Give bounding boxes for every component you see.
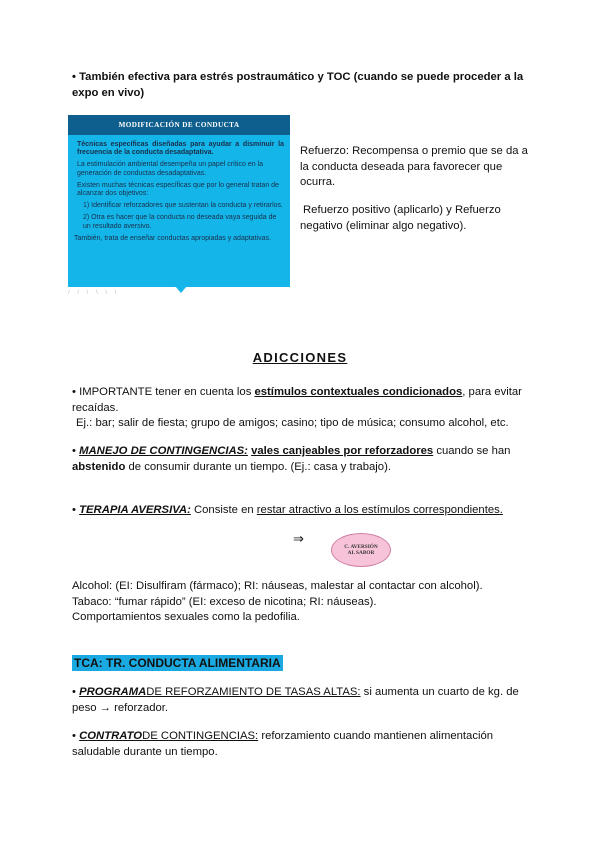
importante-paragraph	[72, 385, 532, 416]
bullet: •	[72, 445, 76, 457]
manejo-paragraph	[72, 444, 532, 475]
aversiva-underlined: restar atractivo a los estímulos correspondientes.	[256, 504, 503, 516]
ellipse-line: C. AVERSIÓN	[344, 544, 378, 550]
card-paragraph: 2) Otra es hacer que la conducta no deseada vaya seguida de un resultado aversivo.	[83, 214, 277, 230]
programa-paragraph	[72, 685, 532, 716]
aversion-sabor-ellipse	[331, 533, 391, 567]
importante-example: Ej.: bar; salir de fiesta; grupo de amigos; casino; tipo de música; consumo alcohol, etc.	[76, 417, 509, 429]
tca-heading: TCA: TR. CONDUCTA ALIMENTARIA	[74, 656, 281, 670]
bullet: •	[72, 504, 76, 516]
contrato-underlined: DE CONTINGENCIAS:	[142, 730, 259, 742]
contrato-paragraph	[72, 729, 502, 760]
example-sexual: Comportamientos sexuales como la pedofilia.	[72, 611, 300, 623]
example-tabaco: Tabaco: “fumar rápido” (EI: exceso de nicotina; RI: náuseas).	[72, 596, 377, 608]
programa-text: si aumenta un cuarto de kg. de peso → reforzador.	[72, 686, 519, 714]
ellipse-line: AL SABOR	[347, 550, 375, 556]
bullet: •	[72, 686, 76, 698]
programa-term: PROGRAMA	[79, 686, 147, 698]
card-paragraph: La estimulación ambiental desempeña un papel crítico en la generación de conductas desadaptativas.	[77, 161, 264, 177]
card-paragraph: 1) Identificar reforzadores que sustentan la conducta y retirarlos.	[83, 202, 283, 210]
importante-tail: , para evitar recaídas.	[72, 386, 522, 414]
card-decoration: / / \ \ \ \	[68, 290, 120, 296]
example-alcohol: Alcohol: (EI: Disulfiram (fármaco); RI: náuseas, malestar al contactar con alcohol).	[72, 580, 483, 592]
bullet: •	[72, 730, 76, 742]
refuerzo-types: Refuerzo positivo (aplicarlo) y Refuerzo negativo (eliminar algo negativo).	[300, 204, 501, 232]
aversiva-paragraph	[72, 503, 542, 519]
modificacion-conducta-card	[68, 115, 290, 296]
card-pointer	[175, 286, 187, 293]
programa-underlined: DE REFORZAMIENTO DE TASAS ALTAS:	[146, 686, 361, 698]
vales-term: vales canjeables por reforzadores	[251, 445, 434, 457]
manejo-term: MANEJO DE CONTINGENCIAS:	[79, 445, 248, 457]
estimulos-term: estímulos contextuales condicionados	[254, 386, 463, 398]
refuerzo-definition: Refuerzo: Recompensa o premio que se da a la conducta deseada para favorecer que ocurra.	[300, 145, 528, 188]
card-paragraph: También, trata de enseñar conductas apropiadas y adaptativas.	[74, 234, 271, 242]
contrato-text: reforzamiento cuando mantienen alimentación saludable durante un tiempo.	[72, 730, 494, 758]
manejo-rest: de consumir durante un tiempo. (Ej.: casa y trabajo).	[128, 460, 391, 473]
arrow-right-icon: ⇒	[293, 531, 304, 546]
aversiva-term: TERAPIA AVERSIVA:	[79, 504, 191, 516]
card-paragraph: Existen muchas técnicas específicas que por lo general tratan de alcanzar dos objetivos:	[77, 181, 279, 198]
manejo-mid: cuando se han	[436, 445, 511, 457]
abstenido-term: abstenido	[72, 460, 126, 473]
card-body	[74, 141, 284, 247]
importante-lead: • IMPORTANTE tener en cuenta los	[72, 386, 252, 398]
intro-bullet: • También efectiva para estrés postraumático y TOC (cuando se puede proceder a la expo en vivo)	[72, 71, 524, 99]
card-title: MODIFICACIÓN DE CONDUCTA	[68, 115, 290, 135]
aversiva-text: Consiste en	[193, 504, 254, 516]
card-paragraph: Técnicas específicas diseñadas para ayudar a disminuir la frecuencia de la conducta desadaptativa.	[77, 141, 284, 157]
contrato-term: CONTRATO	[79, 730, 143, 742]
section-title-adicciones: ADICCIONES	[252, 350, 348, 365]
